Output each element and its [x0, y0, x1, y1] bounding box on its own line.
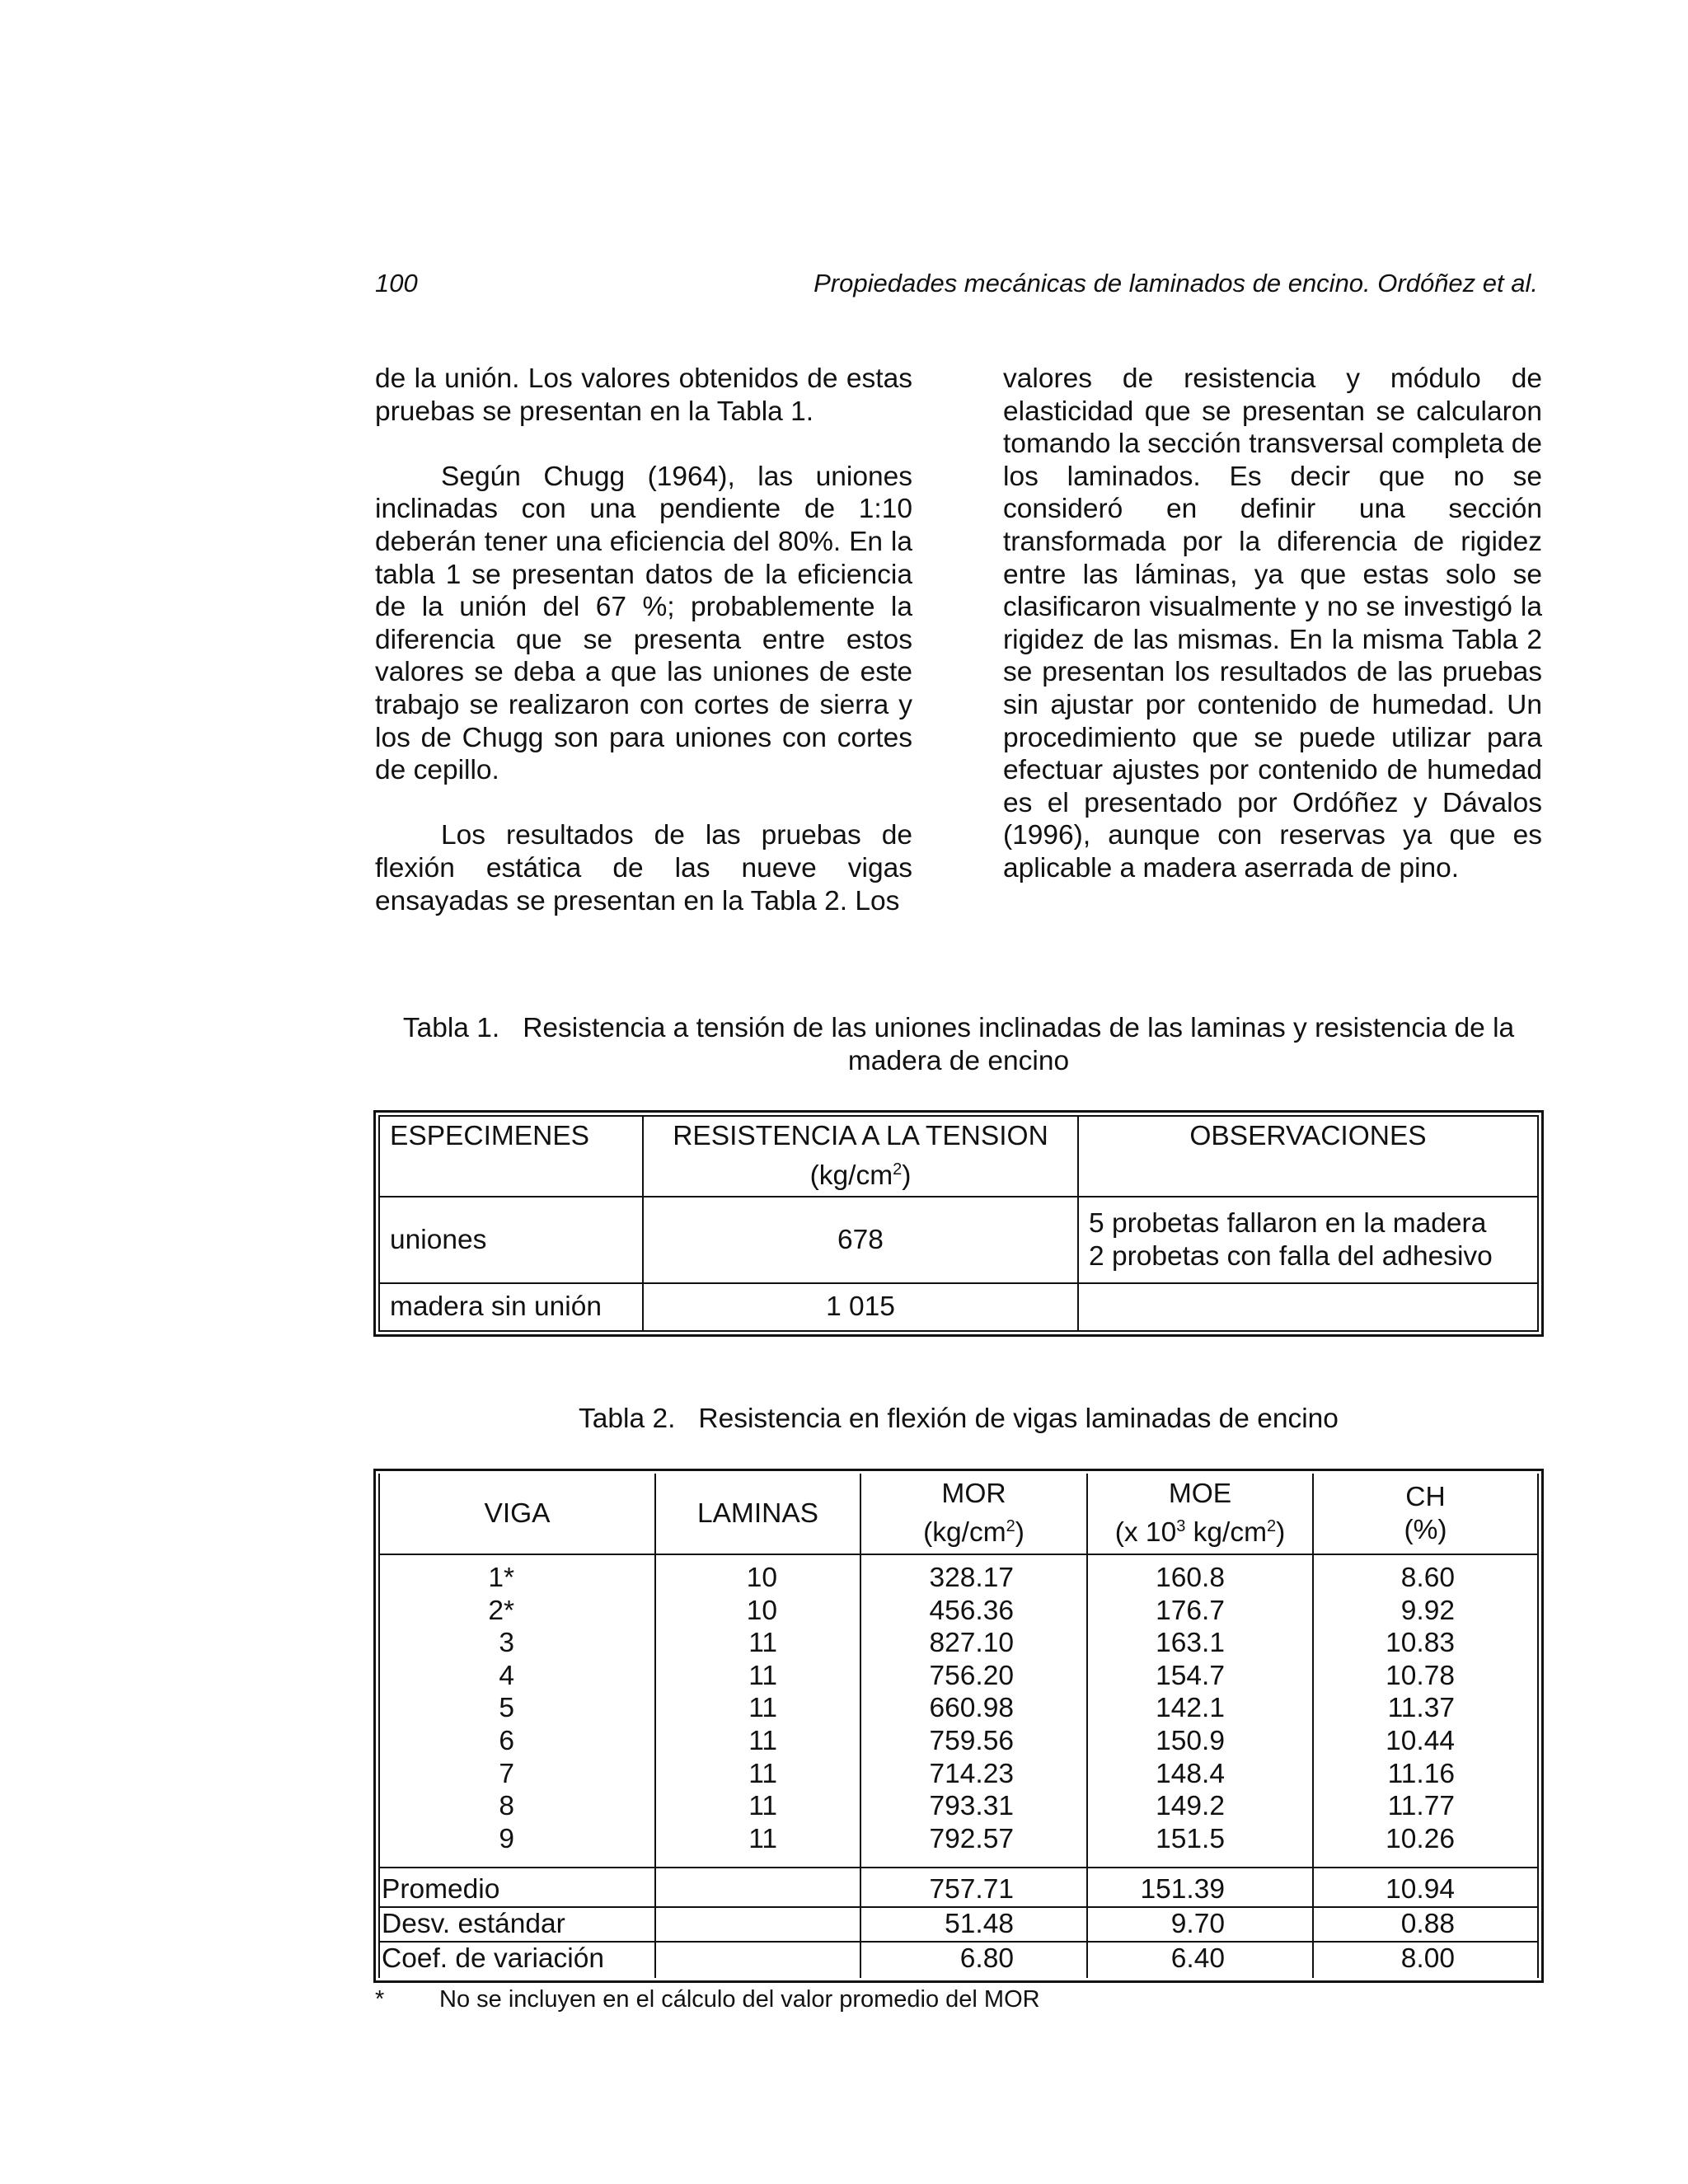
table1-caption: [375, 1012, 1542, 1078]
unit-superscript: 2: [1006, 1516, 1015, 1535]
table2-stat-moe: 6.40: [1087, 1942, 1313, 1979]
table2-cell-mor: 759.56: [860, 1725, 1087, 1758]
table-row: [379, 1197, 1538, 1282]
table2-cell-ch: 11.77: [1313, 1790, 1538, 1823]
table2-cell-viga: 6: [379, 1725, 655, 1758]
table1: [378, 1115, 1539, 1332]
table-row: [379, 1942, 1538, 1979]
table2-cell-laminas: 11: [655, 1823, 860, 1868]
table-row: [379, 1554, 1538, 1595]
table2-header-ch: [1313, 1474, 1538, 1554]
table-row: [379, 1595, 1538, 1628]
unit-text: (x 10: [1114, 1517, 1177, 1549]
table1-cell-observaciones: [1078, 1197, 1538, 1282]
table1-header-resistencia-unit: [654, 1153, 1067, 1193]
table2-stat-empty: [655, 1907, 860, 1942]
table2-stat-ch: 8.00: [1313, 1942, 1538, 1979]
table-row: [379, 1868, 1538, 1907]
unit-superscript: 2: [1266, 1516, 1277, 1535]
table2-stat-mor: 757.71: [860, 1868, 1087, 1907]
table2-stat-ch: 10.94: [1313, 1868, 1538, 1907]
table2-stat-mor: 6.80: [860, 1942, 1087, 1979]
table2-cell-viga: 7: [379, 1758, 655, 1791]
unit-superscript: 2: [893, 1160, 903, 1179]
table2-stat-ch: 0.88: [1313, 1907, 1538, 1942]
table2-stats: [379, 1868, 1538, 1978]
unit-text-close: ): [1015, 1517, 1025, 1549]
unit-text-mid: kg/cm: [1185, 1517, 1267, 1549]
table-row: [379, 1907, 1538, 1942]
table2-header-moe: [1087, 1474, 1313, 1554]
table2-cell-moe: 154.7: [1087, 1660, 1313, 1693]
table-row: [379, 1627, 1538, 1660]
table2-cell-mor: 792.57: [860, 1823, 1087, 1868]
page-number: 100: [375, 269, 418, 298]
table2-cell-moe: 150.9: [1087, 1725, 1313, 1758]
table2-cell-ch: 8.60: [1313, 1554, 1538, 1595]
table2-caption-text: Resistencia en flexión de vigas laminadas de encino: [698, 1404, 1339, 1434]
table2-cell-moe: 148.4: [1087, 1758, 1313, 1791]
table2-cell-laminas: 11: [655, 1725, 860, 1758]
table2-cell-viga: 1*: [379, 1554, 655, 1595]
table2-cell-mor: 660.98: [860, 1692, 1087, 1725]
footnote-mark: *: [375, 1986, 385, 2013]
table1-header-resistencia: [643, 1116, 1078, 1197]
unit-text-close: ): [1276, 1517, 1286, 1549]
table-row: [379, 1823, 1538, 1868]
table2-cell-moe: 160.8: [1087, 1554, 1313, 1595]
table1-header-observaciones: OBSERVACIONES: [1078, 1116, 1538, 1197]
moe-label: MOE: [1168, 1479, 1232, 1510]
table2-header-laminas: LAMINAS: [655, 1474, 860, 1554]
table2-cell-viga: 9: [379, 1823, 655, 1868]
table2-cell-moe: 163.1: [1087, 1627, 1313, 1660]
footnote-text: No se incluyen en el cálculo del valor promedio del MOR: [439, 1986, 1040, 2013]
table2-cell-mor: 456.36: [860, 1595, 1087, 1628]
right-column: [1003, 363, 1542, 885]
left-paragraph-3: Los resultados de las pruebas de flexión estática de las nueve vigas ensayadas se presentan en la Tabla 2. Los: [375, 820, 912, 916]
table2-cell-laminas: 11: [655, 1692, 860, 1725]
table1-frame: [373, 1110, 1544, 1337]
table2-header-viga: VIGA: [379, 1474, 655, 1554]
table2-cell-mor: 328.17: [860, 1554, 1087, 1595]
table2-stat-empty: [655, 1942, 860, 1979]
unit-text: (kg/cm: [923, 1517, 1006, 1549]
table2-caption: [375, 1403, 1542, 1436]
table1-cell-value: 678: [643, 1197, 1078, 1282]
table1-cell-specimen: uniones: [379, 1197, 643, 1282]
table2-cell-laminas: 10: [655, 1595, 860, 1628]
table2-stat-label: Promedio: [379, 1868, 655, 1907]
table2-stat-moe: 9.70: [1087, 1907, 1313, 1942]
table2-body: [379, 1554, 1538, 1868]
table1-header-resistencia-label: RESISTENCIA A LA TENSION: [673, 1121, 1048, 1151]
table2-cell-moe: 149.2: [1087, 1790, 1313, 1823]
table2-stat-mor: 51.48: [860, 1907, 1087, 1942]
unit-superscript: 3: [1176, 1516, 1186, 1535]
running-title: Propiedades mecánicas de laminados de encino. Ordóñez et al.: [814, 269, 1538, 298]
left-column: [375, 363, 912, 917]
table-row: [379, 1758, 1538, 1791]
table-row: [379, 1283, 1538, 1331]
table2-cell-mor: 756.20: [860, 1660, 1087, 1693]
table2-cell-viga: 4: [379, 1660, 655, 1693]
table1-cell-observaciones: [1078, 1283, 1538, 1331]
table2-cell-viga: 2*: [379, 1595, 655, 1628]
table2-cell-laminas: 11: [655, 1758, 860, 1791]
table2-stat-label: Desv. estándar: [379, 1907, 655, 1942]
table2-cell-moe: 142.1: [1087, 1692, 1313, 1725]
table2-cell-moe: 151.5: [1087, 1823, 1313, 1868]
table2-cell-mor: 793.31: [860, 1790, 1087, 1823]
table2-cell-viga: 5: [379, 1692, 655, 1725]
table2-cell-ch: 9.92: [1313, 1595, 1538, 1628]
table2-cell-laminas: 10: [655, 1554, 860, 1595]
table-row: [379, 1790, 1538, 1823]
unit-text: (kg/cm: [809, 1160, 893, 1192]
table1-caption-line2: madera de encino: [847, 1046, 1070, 1076]
table2-cell-ch: 10.44: [1313, 1725, 1538, 1758]
table2-cell-mor: 827.10: [860, 1627, 1087, 1660]
table2-footnote: [375, 1986, 1040, 2013]
table2-cell-ch: 10.78: [1313, 1660, 1538, 1693]
table2-cell-viga: 8: [379, 1790, 655, 1823]
left-paragraph-2: Según Chugg (1964), las uniones inclinadas con una pendiente de 1:10 deberán tener una eficiencia del 80%. En la tabla 1 se presentan datos de la eficiencia de la unión del 67 %; probablemente la diferencia que se presenta entre estos valores se deba a que las uniones de este trabajo se realizaron con cortes de sierra y los de Chugg son para uniones con cortes de cepillo.: [375, 461, 912, 786]
table-row: [379, 1692, 1538, 1725]
mor-label: MOR: [941, 1479, 1006, 1510]
table2-frame: [373, 1469, 1544, 1983]
table2-cell-ch: 10.83: [1313, 1627, 1538, 1660]
ch-label: CH: [1405, 1481, 1446, 1512]
table2-stat-empty: [655, 1868, 860, 1907]
table2-cell-ch: 10.26: [1313, 1823, 1538, 1868]
table1-header-especimenes: ESPECIMENES: [379, 1116, 643, 1197]
unit-text-close: ): [902, 1160, 912, 1192]
table-row: [379, 1660, 1538, 1693]
table1-label: Tabla 1.: [402, 1013, 500, 1043]
obs-line: 2 probetas con falla del adhesivo: [1089, 1240, 1493, 1272]
table2-cell-laminas: 11: [655, 1627, 860, 1660]
table2-cell-viga: 3: [379, 1627, 655, 1660]
table1-cell-value: 1 015: [643, 1283, 1078, 1331]
mor-unit: [868, 1511, 1080, 1549]
table2-stat-label: Coef. de variación: [379, 1942, 655, 1979]
obs-line: 5 probetas fallaron en la madera: [1089, 1207, 1487, 1239]
table2-cell-laminas: 11: [655, 1790, 860, 1823]
table2-cell-ch: 11.37: [1313, 1692, 1538, 1725]
table2-stat-moe: 151.39: [1087, 1868, 1313, 1907]
table2-label: Tabla 2.: [579, 1404, 676, 1434]
right-paragraph-1: valores de resistencia y módulo de elasticidad que se presentan se calcularon tomando la sección transversal completa de los laminados. Es decir que no se consideró en definir una sección transformada por la diferencia de rigidez entre las láminas, ya que estas solo se clasificaron visualmente y no se investigó la rigidez de las mismas. En la misma Tabla 2 se presentan los resultados de las pruebas sin ajustar por contenido de humedad. Un procedimiento que se puede utilizar para efectuar ajustes por contenido de humedad es el presentado por Ordóñez y Dávalos (1996), aunque con reservas ya que es aplicable a madera aserrada de pino.: [1003, 363, 1542, 883]
table1-caption-line1: Resistencia a tensión de las uniones inclinadas de las laminas y resistencia de la: [523, 1013, 1515, 1043]
table-row: [379, 1725, 1538, 1758]
moe-unit: [1095, 1511, 1306, 1549]
left-paragraph-1: de la unión. Los valores obtenidos de estas pruebas se presentan en la Tabla 1.: [375, 363, 912, 427]
table1-cell-specimen: madera sin unión: [379, 1283, 643, 1331]
table2-cell-laminas: 11: [655, 1660, 860, 1693]
table2: [378, 1474, 1539, 1978]
table2-cell-ch: 11.16: [1313, 1758, 1538, 1791]
table2-header-mor: [860, 1474, 1087, 1554]
table2-cell-mor: 714.23: [860, 1758, 1087, 1791]
table2-cell-moe: 176.7: [1087, 1595, 1313, 1628]
ch-unit: (%): [1404, 1514, 1447, 1545]
